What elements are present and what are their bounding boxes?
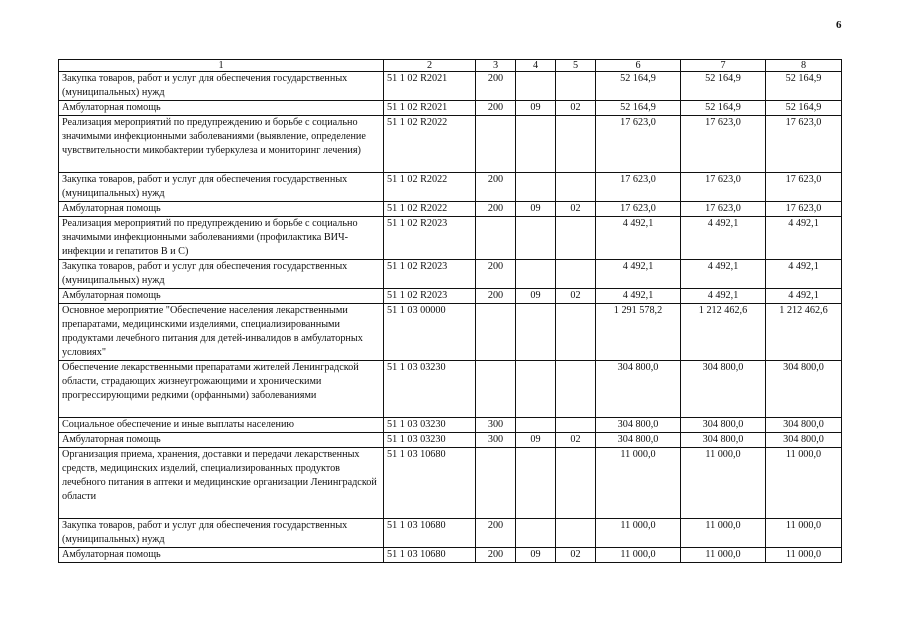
subsection-cell (556, 116, 596, 173)
expense-type-cell (476, 304, 516, 361)
expense-type-cell (476, 448, 516, 519)
amount-cell: 11 000,0 (596, 548, 681, 563)
amount-cell: 4 492,1 (681, 260, 766, 289)
subsection-cell: 02 (556, 101, 596, 116)
amount-cell: 11 000,0 (596, 519, 681, 548)
target-code-cell: 51 1 03 10680 (384, 548, 476, 563)
subsection-cell (556, 260, 596, 289)
section-cell: 09 (516, 202, 556, 217)
target-code-cell: 51 1 02 R2023 (384, 289, 476, 304)
expense-type-cell (476, 361, 516, 418)
target-code-cell: 51 1 02 R2022 (384, 116, 476, 173)
amount-cell: 17 623,0 (681, 116, 766, 173)
amount-cell: 304 800,0 (766, 361, 842, 418)
column-number-header (59, 60, 842, 72)
amount-cell: 52 164,9 (766, 72, 842, 101)
amount-cell: 52 164,9 (681, 101, 766, 116)
table-row (59, 260, 842, 289)
table-row (59, 116, 842, 173)
expense-type-cell: 300 (476, 418, 516, 433)
table-row (59, 289, 842, 304)
subsection-cell (556, 519, 596, 548)
table-row (59, 173, 842, 202)
amount-cell: 4 492,1 (681, 217, 766, 260)
amount-cell: 4 492,1 (681, 289, 766, 304)
table-row (59, 433, 842, 448)
expense-type-cell: 200 (476, 173, 516, 202)
section-cell (516, 173, 556, 202)
amount-cell: 17 623,0 (766, 116, 842, 173)
amount-cell: 304 800,0 (596, 433, 681, 448)
target-code-cell: 51 1 02 R2022 (384, 202, 476, 217)
section-cell (516, 304, 556, 361)
column-number-cell: 2 (384, 60, 476, 72)
section-cell: 09 (516, 101, 556, 116)
column-number-cell: 7 (681, 60, 766, 72)
amount-cell: 11 000,0 (596, 448, 681, 519)
section-cell (516, 217, 556, 260)
amount-cell: 1 291 578,2 (596, 304, 681, 361)
row-name-cell: Закупка товаров, работ и услуг для обеспечения государственных (муниципальных) нужд (59, 72, 384, 101)
amount-cell: 17 623,0 (596, 202, 681, 217)
amount-cell: 304 800,0 (681, 433, 766, 448)
amount-cell: 304 800,0 (596, 418, 681, 433)
amount-cell: 11 000,0 (766, 519, 842, 548)
table-row (59, 519, 842, 548)
expense-type-cell: 200 (476, 260, 516, 289)
amount-cell: 4 492,1 (766, 260, 842, 289)
amount-cell: 17 623,0 (596, 116, 681, 173)
section-cell (516, 519, 556, 548)
amount-cell: 52 164,9 (596, 101, 681, 116)
section-cell: 09 (516, 433, 556, 448)
section-cell: 09 (516, 289, 556, 304)
target-code-cell: 51 1 02 R2022 (384, 173, 476, 202)
subsection-cell (556, 217, 596, 260)
table-row (59, 304, 842, 361)
target-code-cell: 51 1 02 R2021 (384, 101, 476, 116)
expense-type-cell: 200 (476, 289, 516, 304)
amount-cell: 4 492,1 (596, 260, 681, 289)
amount-cell: 4 492,1 (766, 289, 842, 304)
row-name-cell: Обеспечение лекарственными препаратами жителей Ленинградской области, страдающих жизнеугрожающими и хроническими прогрессирующими редкими (орфанными) заболеваниями (59, 361, 384, 418)
row-name-cell: Закупка товаров, работ и услуг для обеспечения государственных (муниципальных) нужд (59, 519, 384, 548)
subsection-cell (556, 304, 596, 361)
target-code-cell: 51 1 02 R2023 (384, 260, 476, 289)
target-code-cell: 51 1 03 10680 (384, 448, 476, 519)
amount-cell: 17 623,0 (596, 173, 681, 202)
amount-cell: 304 800,0 (681, 361, 766, 418)
expense-type-cell: 300 (476, 433, 516, 448)
amount-cell: 11 000,0 (681, 548, 766, 563)
column-number-cell: 6 (596, 60, 681, 72)
table-row (59, 418, 842, 433)
table-row (59, 101, 842, 116)
subsection-cell: 02 (556, 202, 596, 217)
amount-cell: 17 623,0 (681, 202, 766, 217)
amount-cell: 1 212 462,6 (766, 304, 842, 361)
amount-cell: 4 492,1 (596, 217, 681, 260)
table-row (59, 448, 842, 519)
budget-table (58, 59, 842, 563)
row-name-cell: Социальное обеспечение и иные выплаты населению (59, 418, 384, 433)
table-row (59, 72, 842, 101)
expense-type-cell: 200 (476, 519, 516, 548)
subsection-cell: 02 (556, 289, 596, 304)
row-name-cell: Амбулаторная помощь (59, 202, 384, 217)
column-number-cell: 5 (556, 60, 596, 72)
column-number-cell: 4 (516, 60, 556, 72)
section-cell (516, 72, 556, 101)
section-cell (516, 116, 556, 173)
expense-type-cell (476, 217, 516, 260)
amount-cell: 4 492,1 (596, 289, 681, 304)
row-name-cell: Амбулаторная помощь (59, 101, 384, 116)
amount-cell: 52 164,9 (681, 72, 766, 101)
amount-cell: 52 164,9 (596, 72, 681, 101)
target-code-cell: 51 1 03 10680 (384, 519, 476, 548)
target-code-cell: 51 1 02 R2023 (384, 217, 476, 260)
section-cell (516, 260, 556, 289)
row-name-cell: Закупка товаров, работ и услуг для обеспечения государственных (муниципальных) нужд (59, 173, 384, 202)
section-cell (516, 361, 556, 418)
amount-cell: 52 164,9 (766, 101, 842, 116)
row-name-cell: Закупка товаров, работ и услуг для обеспечения государственных (муниципальных) нужд (59, 260, 384, 289)
table-row (59, 217, 842, 260)
amount-cell: 304 800,0 (596, 361, 681, 418)
row-name-cell: Реализация мероприятий по предупреждению и борьбе с социально значимыми инфекционными заболеваниями (профилактика ВИЧ-инфекции и гепатитов В и С) (59, 217, 384, 260)
section-cell (516, 418, 556, 433)
amount-cell: 11 000,0 (681, 448, 766, 519)
row-name-cell: Амбулаторная помощь (59, 548, 384, 563)
subsection-cell: 02 (556, 433, 596, 448)
amount-cell: 1 212 462,6 (681, 304, 766, 361)
subsection-cell (556, 418, 596, 433)
target-code-cell: 51 1 03 03230 (384, 418, 476, 433)
subsection-cell (556, 361, 596, 418)
table-row (59, 361, 842, 418)
row-name-cell: Амбулаторная помощь (59, 433, 384, 448)
subsection-cell (556, 448, 596, 519)
section-cell (516, 448, 556, 519)
amount-cell: 17 623,0 (766, 173, 842, 202)
subsection-cell (556, 72, 596, 101)
amount-cell: 304 800,0 (766, 433, 842, 448)
expense-type-cell: 200 (476, 202, 516, 217)
table-row (59, 202, 842, 217)
subsection-cell (556, 173, 596, 202)
expense-type-cell: 200 (476, 548, 516, 563)
amount-cell: 11 000,0 (766, 448, 842, 519)
expense-type-cell: 200 (476, 72, 516, 101)
row-name-cell: Амбулаторная помощь (59, 289, 384, 304)
table-row (59, 548, 842, 563)
column-number-cell: 8 (766, 60, 842, 72)
target-code-cell: 51 1 02 R2021 (384, 72, 476, 101)
amount-cell: 11 000,0 (766, 548, 842, 563)
target-code-cell: 51 1 03 03230 (384, 361, 476, 418)
amount-cell: 17 623,0 (681, 173, 766, 202)
amount-cell: 4 492,1 (766, 217, 842, 260)
target-code-cell: 51 1 03 00000 (384, 304, 476, 361)
amount-cell: 11 000,0 (681, 519, 766, 548)
expense-type-cell (476, 116, 516, 173)
row-name-cell: Реализация мероприятий по предупреждению и борьбе с социально значимыми инфекционными заболеваниями (выявление, определение чувствительности микобактерии туберкулеза и мониторинг лечения) (59, 116, 384, 173)
amount-cell: 304 800,0 (766, 418, 842, 433)
page-number: 6 (836, 19, 842, 31)
column-number-cell: 1 (59, 60, 384, 72)
amount-cell: 304 800,0 (681, 418, 766, 433)
amount-cell: 17 623,0 (766, 202, 842, 217)
expense-type-cell: 200 (476, 101, 516, 116)
row-name-cell: Организация приема, хранения, доставки и передачи лекарственных средств, медицинских изделий, специализированных продуктов лечебного питания в аптеки и медицинские организации Ленинградской области (59, 448, 384, 519)
row-name-cell: Основное мероприятие "Обеспечение населения лекарственными препаратами, медицинскими изделиями, специализированными продуктами лечебного питания для детей-инвалидов в амбулаторных условиях" (59, 304, 384, 361)
section-cell: 09 (516, 548, 556, 563)
column-number-cell: 3 (476, 60, 516, 72)
target-code-cell: 51 1 03 03230 (384, 433, 476, 448)
subsection-cell: 02 (556, 548, 596, 563)
